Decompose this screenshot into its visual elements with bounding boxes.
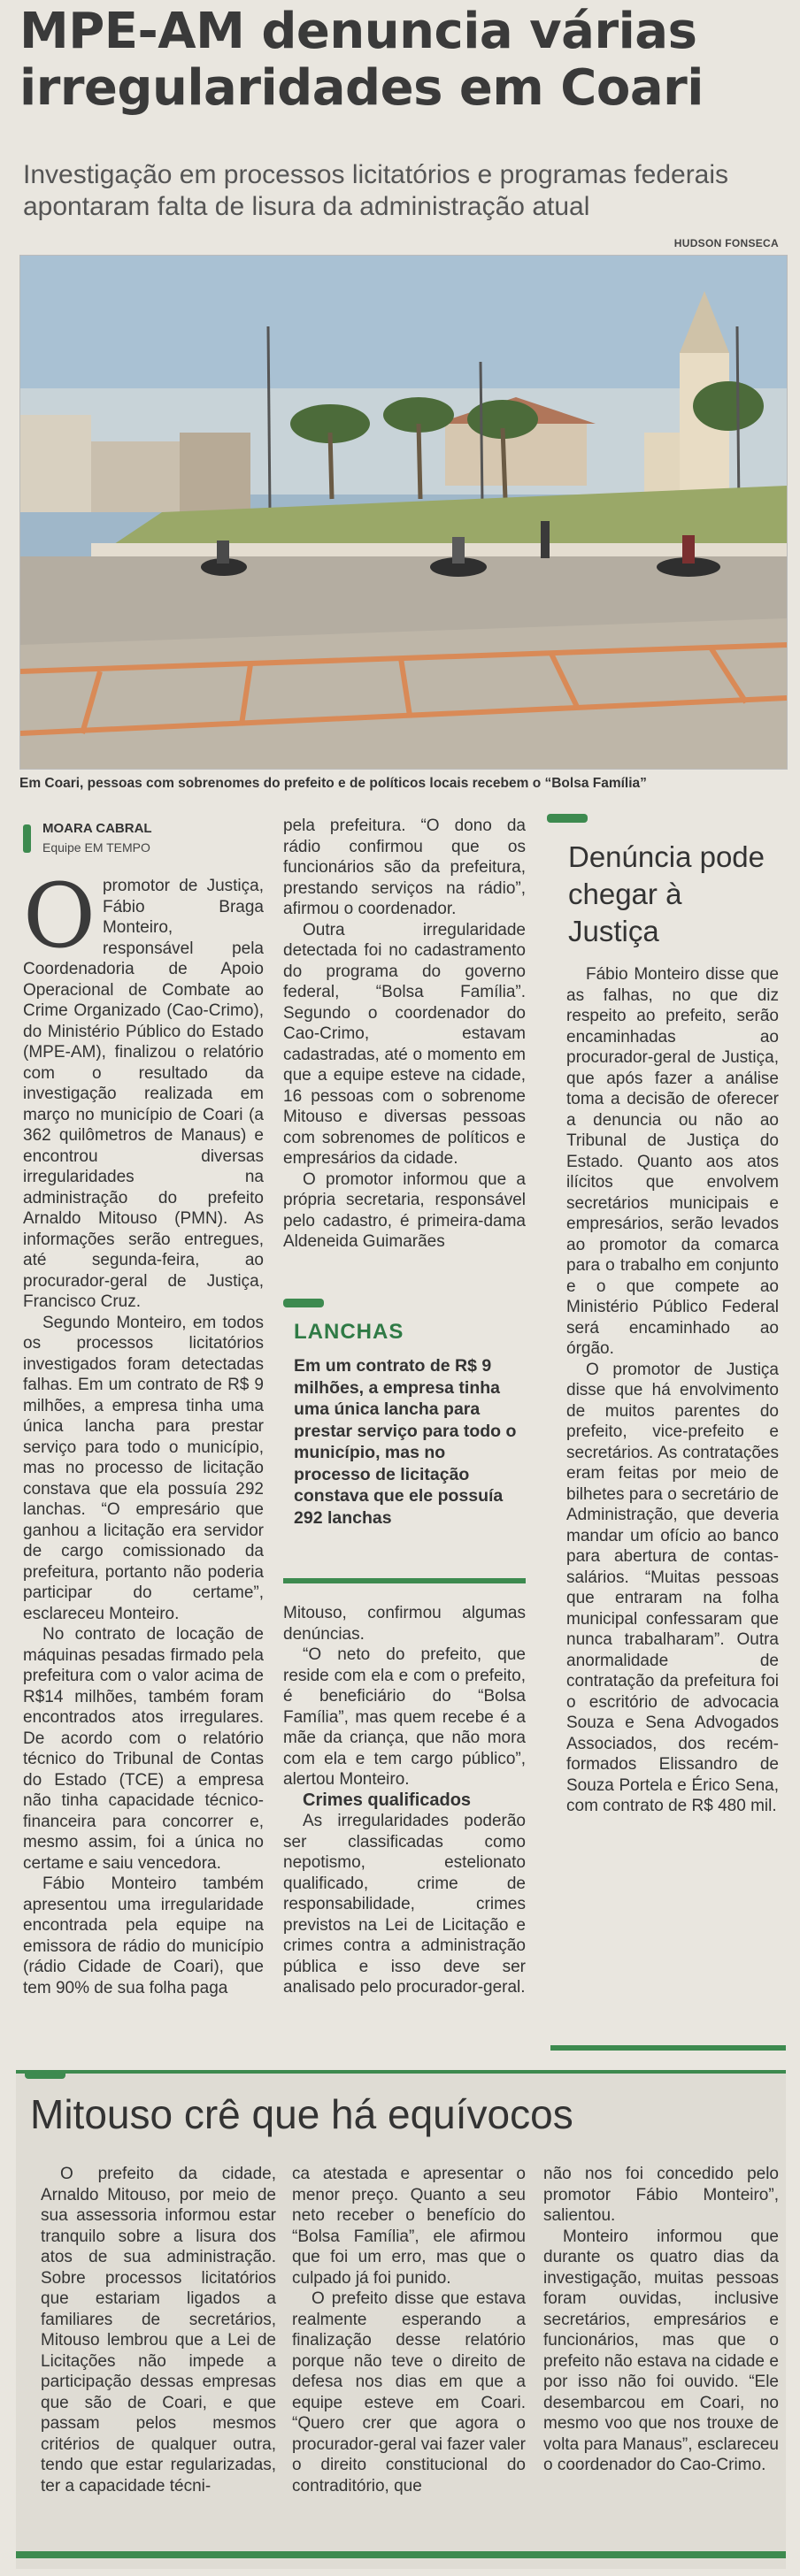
byline-accent: [23, 824, 31, 853]
lanchas-text: Em um contrato de R$ 9 milhões, a empresa tinha uma única lancha para prestar serviço para todo o município, mas no processo de licitação constava que ele possuía 292 lanchas: [294, 1356, 517, 1528]
article-paragraph: promotor de Justiça, Fábio Braga Monteiro, responsável pela Coordenadoria de Apoio Operacional de Combate ao Crime Organizado (Cao-Crimo), do Ministério Público do Estado (MPE-AM), finalizou o relatório com o resultado da investigação realizada em março no município de Coari (a 362 quilômetros de Manaus) e encontrou diversas irregularidades na administração do prefeito Arnaldo Mitouso (PMN). As informações serão entregues, até segunda-feira, ao procurador-geral de Justiça, Francisco Cruz.: [23, 877, 264, 1311]
article-paragraph: No contrato de locação de máquinas pesadas firmado pela prefeitura com o valor acima de R$14 milhões, também foram encontrados atos irregulares. De acordo com o relatório técnico do Tribunal de Contas do Estado (TCE) a empresa não tinha capacidade técnico-financeira para concorrer e, mesmo assim, foi a única no certame e saiu vencedora.: [23, 1625, 264, 1873]
box-column-2: [292, 2164, 526, 2496]
article-paragraph: Mitouso, confirmou algumas denúncias.: [283, 1604, 526, 1644]
subheadline: Investigação em processos licitatórios e programas federais apontaram falta de lisura da administração atual: [23, 160, 729, 221]
box-paragraph: O prefeito da cidade, Arnaldo Mitouso, por meio de sua assessoria informou estar tranquilo sobre a lisura dos atos de sua administração. Sobre processos licitatórios que estariam ligados a familiares de secretários, Mitouso lembrou que a Lei de Licitações não impede a participação dessas empresas que são de Coari, e que passam pelos mesmos critérios de qualquer outra, tendo que estar regularizadas, ter a capacidade técni-: [41, 2165, 276, 2496]
drop-cap: O: [23, 864, 96, 968]
sidebar-rule: [550, 2045, 786, 2051]
lanchas-title: LANCHAS: [294, 1320, 404, 1344]
article-column-1: [23, 864, 264, 1998]
sidebar-column: [566, 964, 779, 1817]
box-bottom-rule: [16, 2551, 786, 2558]
headline: MPE-AM denuncia várias irregularidades em Coari: [19, 3, 704, 117]
article-column-2-top: [283, 816, 526, 1253]
article-paragraph: pela prefeitura. “O dono da rádio confirmou que os funcionários são da prefeitura, prestando serviços na rádio”, afirmou o coordenador.: [283, 816, 526, 918]
box-paragraph: O prefeito disse que estava realmente esperando a finalização desse relatório porque não teve o direito de defesa nos dias em que a equipe esteve em Coari. “Quero crer que agora o procurador-geral vai fazer valer o direito constitucional do contraditório, que: [292, 2289, 527, 2496]
article-paragraph: Outra irregularidade detectada foi no cadastramento do programa do governo federal, “Bolsa Família”. Segundo o coordenador do Cao-Crimo, estavam cadastradas, até o momento em que a equipe esteve na cidade, 16 pessoas com o sobrenome Mitouso e diversas pessoas com sobrenomes de políticos e empresários da cidade.: [283, 920, 526, 1168]
article-paragraph: Segundo Monteiro, em todos os processos licitatórios investigados foram detectadas falhas. Em um contrato de R$ 9 milhões, a empresa tinha uma única lancha para prestar serviço para todo o município, mas no processo de licitação constava que ela possuía 292 lanchas. “O empresário que ganhou a licitação era servidor de cargo comissionado da prefeitura, portanto não poderia participar do certame”, esclareceu Monteiro.: [23, 1313, 264, 1623]
lanchas-highlight: [283, 1299, 526, 1587]
sidebar-accent: [547, 814, 588, 823]
byline-author: MOARA CABRAL: [42, 821, 152, 836]
box-column-1: [41, 2164, 276, 2496]
box-paragraph: Monteiro informou que durante os quatro dias da investigação, muitas pessoas foram ouvidas, inclusive secretários, empresários e funcionários, mas que o prefeito não estava na cidade e por isso não foi ouvido. “Ele desembarcou em Coari, no mesmo voo que nos trouxe de volta para Manaus”, esclareceu o coordenador do Cao-Crimo.: [543, 2227, 779, 2474]
article-paragraph: O promotor informou que a própria secretaria, responsável pelo cadastro, é primeira-dama Aldeneida Guimarães: [283, 1169, 526, 1251]
photo-caption: Em Coari, pessoas com sobrenomes do prefeito e de políticos locais recebem o “Bolsa Família”: [19, 776, 647, 791]
sidebar-paragraph: O promotor de Justiça disse que há envolvimento de muitos parentes do prefeito, vice-prefeito e secretários. As contratações eram feitas por meio de bilhetes para o secretário de Administração, que deveria mandar um ofício ao banco para abertura de contas-salários. “Muitas pessoas que entraram na folha municipal confessaram que nunca trabalharam”. Outra anormalidade de contratação da prefeitura foi o escritório de advocacia Souza e Sena Advogados Associados, dos recém-formados Elissandro de Souza Portela e Érico Sena, com contrato de R$ 480 mil.: [566, 1360, 779, 1815]
crimes-subtitle: Crimes qualificados: [303, 1790, 472, 1810]
coari-square-photo-illustration: [20, 256, 787, 769]
box-paragraph: não nos foi concedido pelo promotor Fábio Monteiro”, salientou.: [543, 2165, 779, 2225]
street-photo: [19, 255, 788, 770]
photo-credit: HUDSON FONSECA: [673, 237, 779, 249]
box-column-3: [543, 2164, 779, 2476]
lanchas-accent: [283, 1299, 324, 1307]
lanchas-rule: [283, 1578, 526, 1583]
box-title: Mitouso crê que há equívocos: [30, 2091, 573, 2137]
byline-role: Equipe EM TEMPO: [42, 840, 150, 855]
article-paragraph: As irregularidades poderão ser classificadas como nepotismo, estelionato qualificado, crime de responsabilidade, crimes previstos na Lei de Licitação e crimes contra a administração pública e isso deve ser analisado pelo procurador-geral.: [283, 1812, 526, 1997]
sidebar-title: Denúncia pode chegar à Justiça: [568, 840, 765, 947]
article-paragraph: Fábio Monteiro também apresentou uma irregularidade encontrada pela equipe na emissora de rádio do município (rádio Cidade de Coari), que tem 90% de sua folha paga: [23, 1874, 264, 1997]
box-paragraph: ca atestada e apresentar o menor preço. Quanto a seu neto receber o benefício do “Bolsa Família”, ele afirmou que foi um erro, mas que o culpado já foi punido.: [292, 2165, 526, 2288]
article-paragraph: “O neto do prefeito, que reside com ela e com o prefeito, é beneficiário do “Bolsa Família”, mas quem recebe é a mãe da criança, que não mora com ela e tem cargo público”, alertou Monteiro.: [283, 1645, 526, 1789]
sidebar-paragraph: Fábio Monteiro disse que as falhas, no que diz respeito ao prefeito, serão encaminhadas ao procurador-geral de Justiça, que após fazer a análise toma a decisão de oferecer a denuncia ou não ao Tribunal de Justiça do Estado. Quanto aos atos ilícitos que envolvem secretários municipais e empresários, serão levados ao promotor da comarca para o trabalho em conjunto e o que compete ao Ministério Público Federal será encaminhado ao órgão.: [566, 965, 779, 1358]
box-accent: [25, 2070, 65, 2079]
article-column-2-bottom: [283, 1603, 526, 1998]
